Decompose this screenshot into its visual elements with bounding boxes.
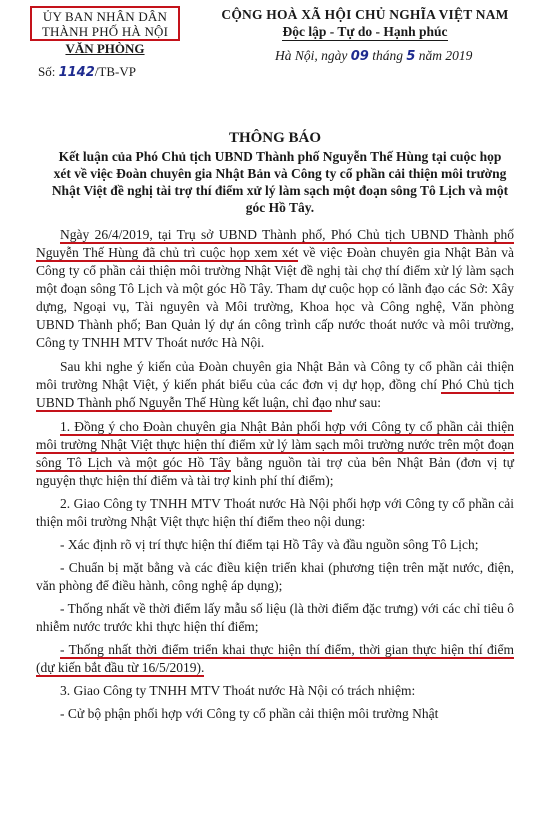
sub-item-3: - Thống nhất về thời điểm lấy mẫu số liệu (là thời điểm đặc trưng) với các chỉ tiêu ô nhiễm nước trước khi thực hiện thí điểm;: [36, 601, 514, 634]
number-label: Số:: [38, 64, 56, 79]
date-suffix: năm 2019: [418, 48, 473, 63]
date-prefix: Hà Nội, ngày: [275, 48, 348, 63]
issuer-line-2: THÀNH PHỐ HÀ NỘI: [41, 24, 169, 39]
sub-item-1: - Xác định rõ vị trí thực hiện thí điểm tại Hồ Tây và đầu nguồn sông Tô Lịch;: [60, 537, 479, 552]
issuer-name-box: [30, 6, 180, 41]
date-mid: tháng: [372, 48, 403, 63]
paragraph-2-start: Sau khi nghe ý kiến của Đoàn chuyên gia Nhật Bản và Công ty cổ phần cải thiện môi trường Nhật Việt, ý kiến phát biểu của các đơn vị dự họp, đồng chí: [36, 359, 514, 392]
list-item-1: [36, 418, 514, 490]
sub-item-5: - Cử bộ phận phối hợp với Công ty cổ phần cải thiện môi trường Nhật: [60, 706, 439, 721]
issuer-office: VĂN PHÒNG: [65, 41, 145, 56]
date-day: 09: [350, 49, 369, 64]
list-item-1-text: bằng nguồn tài trợ của bên Nhật Bản (đơn vị tự nguyện thực hiện thí điểm và tài trợ kinh phí thí điểm);: [36, 455, 514, 488]
list-item-3: 3. Giao Công ty TNHH MTV Thoát nước Hà Nội có trách nhiệm:: [60, 683, 416, 698]
paragraph-1-highlight: Ngày 26/4/2019, tại Trụ sở UBND Thành phố, Phó Chủ tịch UBND Thành phố Nguyễn Thế Hùng đã chủ trì cuộc họp xem xét: [36, 227, 514, 260]
sub-item-4: [36, 641, 514, 677]
document-title: THÔNG BÁO: [228, 130, 322, 146]
sub-item-2: - Chuẩn bị mặt bằng và các điều kiện triển khai (phương tiện trên mặt nước, điện, văn phòng để điều hành, công nghệ áp dụng);: [36, 560, 514, 593]
national-heading: [200, 6, 530, 40]
paragraph-2: [36, 358, 514, 412]
paragraph-1: [36, 226, 514, 352]
paragraph-2-end: như sau:: [331, 395, 382, 410]
date-month: 5: [406, 49, 416, 64]
paragraph-2-highlight: Phó Chủ tịch UBND Thành phố Nguyễn Thế Hùng kết luận, chỉ đạo: [36, 377, 514, 410]
number-handwritten: 1142: [58, 65, 95, 80]
conclusion-list: [36, 418, 514, 723]
sub-item-4-highlight: - Thống nhất thời điểm triển khai thực hiện thí điểm, thời gian thực hiện thí điểm (dự kiến bắt đầu từ 16/5/2019).: [36, 642, 514, 675]
motto-text: Độc lập - Tự do - Hạnh phúc: [282, 24, 448, 39]
paragraph-1-text: về việc Đoàn chuyên gia Nhật Bản và Công ty cổ phần cải thiện môi trường Nhật Việt đề nghị tài chợ thí điểm xử lý làm sạch một đoạn sông Tô Lịch và một góc Hồ Tây. Tham dự cuộc họp có lãnh đạo các Sở: Xây dựng, Ngoại vụ, Tài nguyên và Môi trường, Khoa học và Công nghệ, Văn phòng UBND Thành phố; Ban Quản lý dự án công trình cấp nước thoát nước và môi trường, Công ty TNHH MTV Thoát nước Hà Nội.: [36, 245, 514, 350]
issuer-block: [30, 6, 180, 57]
issuer-line-1: ỦY BAN NHÂN DÂN: [42, 9, 168, 24]
document-subtitle: Kết luận của Phó Chủ tịch UBND Thành phố Nguyễn Thế Hùng tại cuộc họp xét về việc Đoàn chuyên gia Nhật Bản và Công ty cổ phần cải thiện môi trường Nhật Việt đề nghị tài trợ thí điểm xử lý làm sạch một đoạn sông Tô Lịch và một góc Hồ Tây.: [51, 149, 509, 215]
motto: [200, 23, 530, 40]
list-item-1-highlight: 1. Đồng ý cho Đoàn chuyên gia Nhật Bản phối hợp với Công ty cổ phần cải thiện môi trường Nhật Việt thực hiện thí điểm xử lý làm sạch môi trường nước trên một đoạn sông Tô Lịch và một góc Hồ Tây: [36, 419, 514, 470]
date-line: [275, 48, 472, 64]
number-suffix: /TB-VP: [94, 64, 136, 79]
document-number: [38, 64, 136, 80]
list-item-2: 2. Giao Công ty TNHH MTV Thoát nước Hà Nội phối hợp với Công ty cổ phần cải thiện môi trường Nhật Việt thực hiện thí điểm theo nội dung:: [36, 496, 514, 529]
nation-title: CỘNG HOÀ XÃ HỘI CHỦ NGHĨA VIỆT NAM: [221, 7, 509, 22]
document-body: [36, 226, 514, 728]
